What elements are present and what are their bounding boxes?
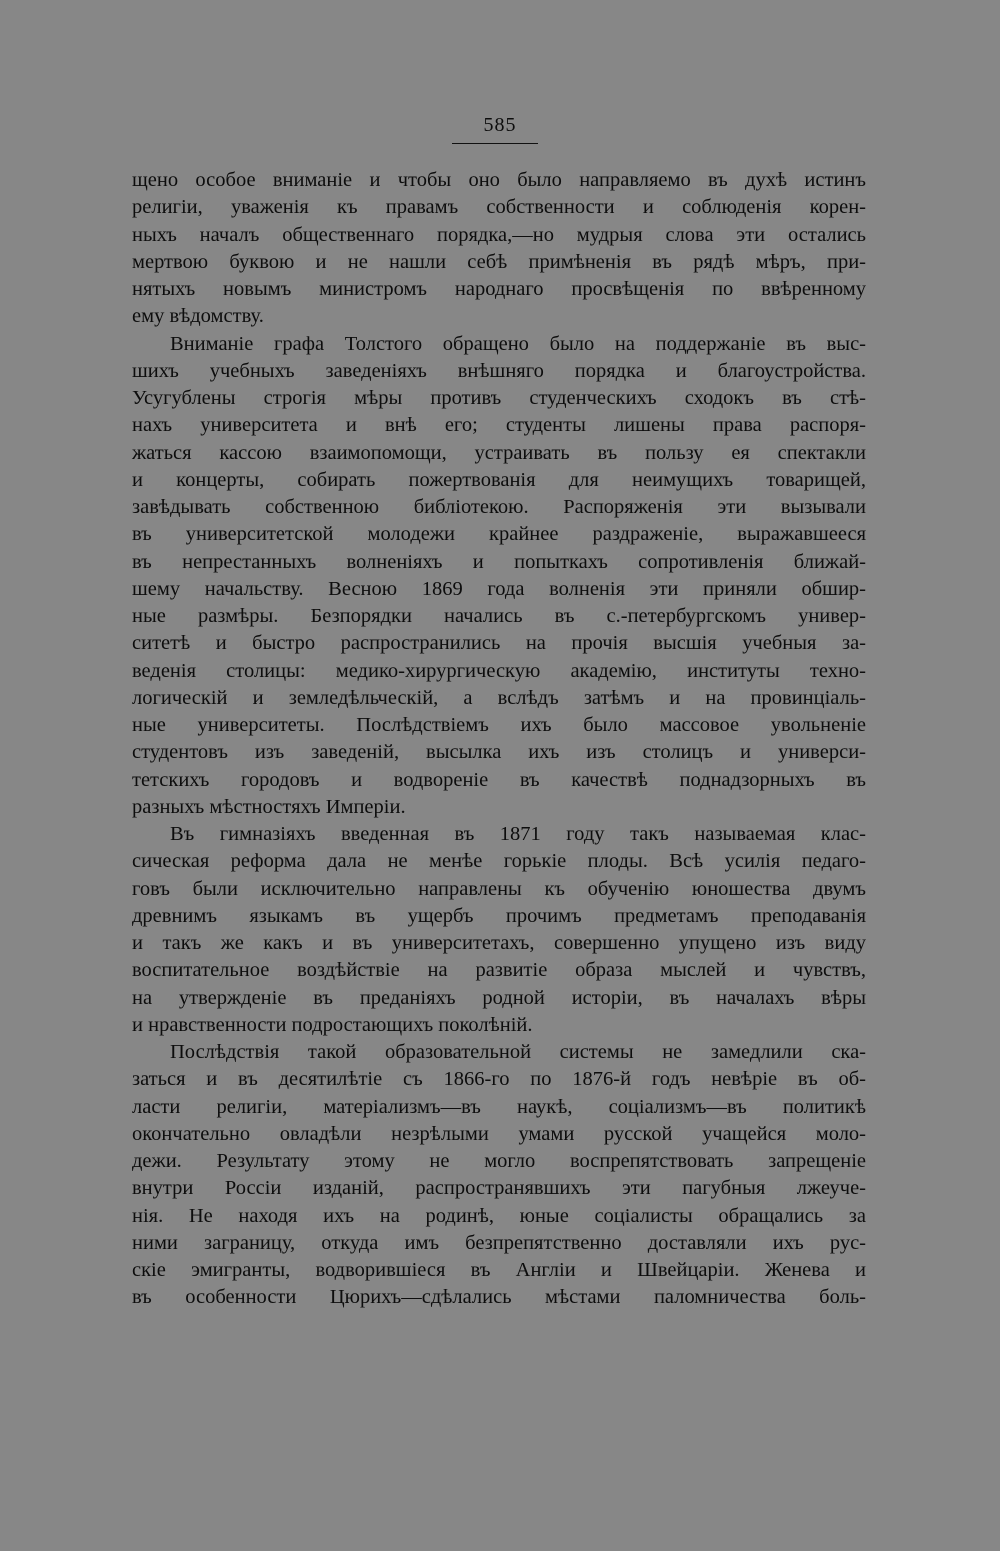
text-line: завѣдывать собственною библіотекою. Распоряженія эти вызывали: [132, 496, 866, 518]
text-line: студентовъ изъ заведеній, высылка ихъ изъ столицъ и универси-: [132, 741, 866, 764]
text-line: говъ были исключительно направлены къ обученію юношества двумъ: [132, 877, 866, 900]
body-text: [132, 167, 866, 1312]
text-line: окончательно овладѣли незрѣлыми умами русской учащейся моло-: [132, 1122, 866, 1145]
text-line: веденія столицы: медико-хирургическую академію, институты техно-: [132, 659, 866, 682]
text-line: религіи, уваженія къ правамъ собственности и соблюденія корен-: [132, 196, 866, 219]
paragraph: [132, 1039, 866, 1312]
text-line: ныхъ началъ общественнаго порядка,—но мудрыя слова эти остались: [132, 223, 866, 246]
text-line: Усугублены строгія мѣры противъ студенческихъ сходокъ въ стѣ-: [132, 387, 866, 409]
text-line: тетскихъ городовъ и водвореніе въ качествѣ поднадзорныхъ въ: [132, 768, 866, 791]
text-line: щено особое вниманіе и чтобы оно было направляемо въ духѣ истинъ: [132, 169, 866, 191]
text-line: ные университеты. Послѣдствіемъ ихъ было массовое увольненіе: [132, 714, 866, 736]
text-line: дежи. Результату этому не могло воспрепятствовать запрещеніе: [132, 1150, 866, 1172]
text-line: ласти религіи, матеріализмъ—въ наукѣ, соціализмъ—въ политикѣ: [132, 1095, 866, 1118]
text-line: жаться кассою взаимопомощи, устраивать въ пользу ея спектакли: [132, 441, 866, 464]
text-line: на утвержденіе въ преданіяхъ родной исторіи, въ началахъ вѣры: [132, 986, 866, 1009]
paragraph: [132, 331, 866, 822]
text-line: сическая реформа дала не менѣе горькіе плоды. Всѣ усилія педаго-: [132, 850, 866, 873]
page-number: 585: [483, 114, 517, 136]
text-line: ные размѣры. Безпорядки начались въ с.-петербургскомъ универ-: [132, 605, 866, 627]
text-line: скіе эмигранты, водворившіеся въ Англіи и Швейцаріи. Женева и: [132, 1259, 866, 1281]
text-line: воспитательное воздѣйствіе на развитіе образа мыслей и чувствъ,: [132, 959, 866, 982]
text-line: заться и въ десятилѣтіе съ 1866-го по 1876-й годъ невѣріе въ об-: [132, 1068, 866, 1091]
text-line: внутри Россіи изданій, распространявшихъ эти пагубныя лжеуче-: [132, 1177, 866, 1200]
text-line: нія. Не находя ихъ на родинѣ, юные соціалисты обращались за: [132, 1204, 866, 1227]
text-line: въ непрестанныхъ волненіяхъ и попыткахъ сопротивленія ближай-: [132, 550, 866, 573]
text-line: мертвою буквою и не нашли себѣ примѣненія въ рядѣ мѣръ, при-: [132, 250, 866, 273]
text-line: и такъ же какъ и въ университетахъ, совершенно упущено изъ виду: [132, 932, 866, 954]
text-line: въ особенности Цюрихъ—сдѣлались мѣстами паломничества боль-: [132, 1286, 866, 1309]
text-line: шихъ учебныхъ заведеніяхъ внѣшняго порядка и благоустройства.: [132, 359, 866, 382]
paragraph: [132, 167, 866, 331]
text-line: и нравственности подростающихъ поколѣній.: [132, 1013, 533, 1036]
text-line: ними заграницу, откуда имъ безпрепятственно доставляли ихъ рус-: [132, 1231, 866, 1254]
text-line: Послѣдствія такой образовательной системы не замедлили ска-: [170, 1041, 866, 1063]
text-line: Вниманіе графа Толстого обращено было на поддержаніе въ выс-: [170, 332, 866, 355]
text-line: логическій и земледѣльческій, а вслѣдъ затѣмъ и на провинціаль-: [132, 686, 866, 709]
text-line: нятыхъ новымъ министромъ народнаго просвѣщенія по ввѣренному: [132, 278, 866, 300]
paragraph: [132, 821, 866, 1039]
text-line: нахъ университета и внѣ его; студенты лишены права распоря-: [132, 414, 866, 437]
text-line: древнимъ языкамъ въ ущербъ прочимъ предметамъ преподаванія: [132, 904, 866, 927]
text-line: въ университетской молодежи крайнее раздраженіе, выражавшееся: [132, 523, 866, 546]
text-line: Въ гимназіяхъ введенная въ 1871 году такъ называемая клас-: [170, 823, 866, 845]
text-line: и концерты, собирать пожертвованія для неимущихъ товарищей,: [132, 468, 866, 491]
text-line: разныхъ мѣстностяхъ Имперіи.: [132, 795, 406, 818]
text-line: шему начальству. Весною 1869 года волненія эти приняли обшир-: [132, 577, 866, 600]
text-line: ему вѣдомству.: [132, 305, 264, 328]
text-line: ситетѣ и быстро распространились на прочія высшія учебныя за-: [132, 632, 866, 655]
page-number-rule: [452, 143, 538, 144]
